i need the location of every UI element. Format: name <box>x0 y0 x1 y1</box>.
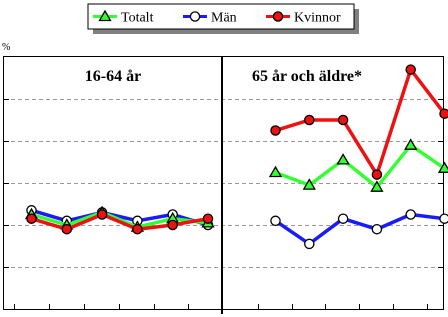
series-line-man <box>276 215 445 244</box>
panel-title-65-plus: 65 år och äldre* <box>251 68 363 85</box>
data-point-kvinnor <box>406 65 415 74</box>
legend-label-kvinnor: Kvinnor <box>294 10 341 26</box>
series-layer <box>26 65 448 248</box>
data-point-kvinnor <box>98 210 107 219</box>
data-point-man <box>271 216 280 225</box>
data-point-kvinnor <box>372 170 381 179</box>
data-point-man <box>372 225 381 234</box>
data-point-totalt <box>270 167 281 177</box>
data-point-kvinnor <box>133 225 142 234</box>
y-unit-label: % <box>2 42 11 53</box>
data-point-man <box>305 239 314 248</box>
legend-label-man: Män <box>211 10 237 26</box>
legend-marker-kvinnor <box>273 12 282 21</box>
data-point-kvinnor <box>440 109 448 118</box>
data-point-kvinnor <box>168 220 177 229</box>
data-point-kvinnor <box>271 126 280 135</box>
data-point-man <box>339 214 348 223</box>
series-line-totalt <box>276 145 445 187</box>
legend <box>88 4 359 34</box>
ticks <box>4 100 443 310</box>
data-point-kvinnor <box>305 115 314 124</box>
data-point-kvinnor <box>203 214 212 223</box>
panel-title-16-64: 16-64 år <box>84 68 142 85</box>
data-point-totalt <box>338 154 349 164</box>
legend-label-totalt: Totalt <box>121 10 154 26</box>
panel-1-series <box>26 206 214 234</box>
data-point-kvinnor <box>339 115 348 124</box>
series-line-kvinnor <box>276 70 445 175</box>
data-point-man <box>440 214 448 223</box>
data-point-man <box>406 210 415 219</box>
data-point-kvinnor <box>62 225 71 234</box>
legend-marker-man <box>190 12 199 21</box>
data-point-kvinnor <box>27 214 36 223</box>
panel-2-series <box>270 65 448 248</box>
